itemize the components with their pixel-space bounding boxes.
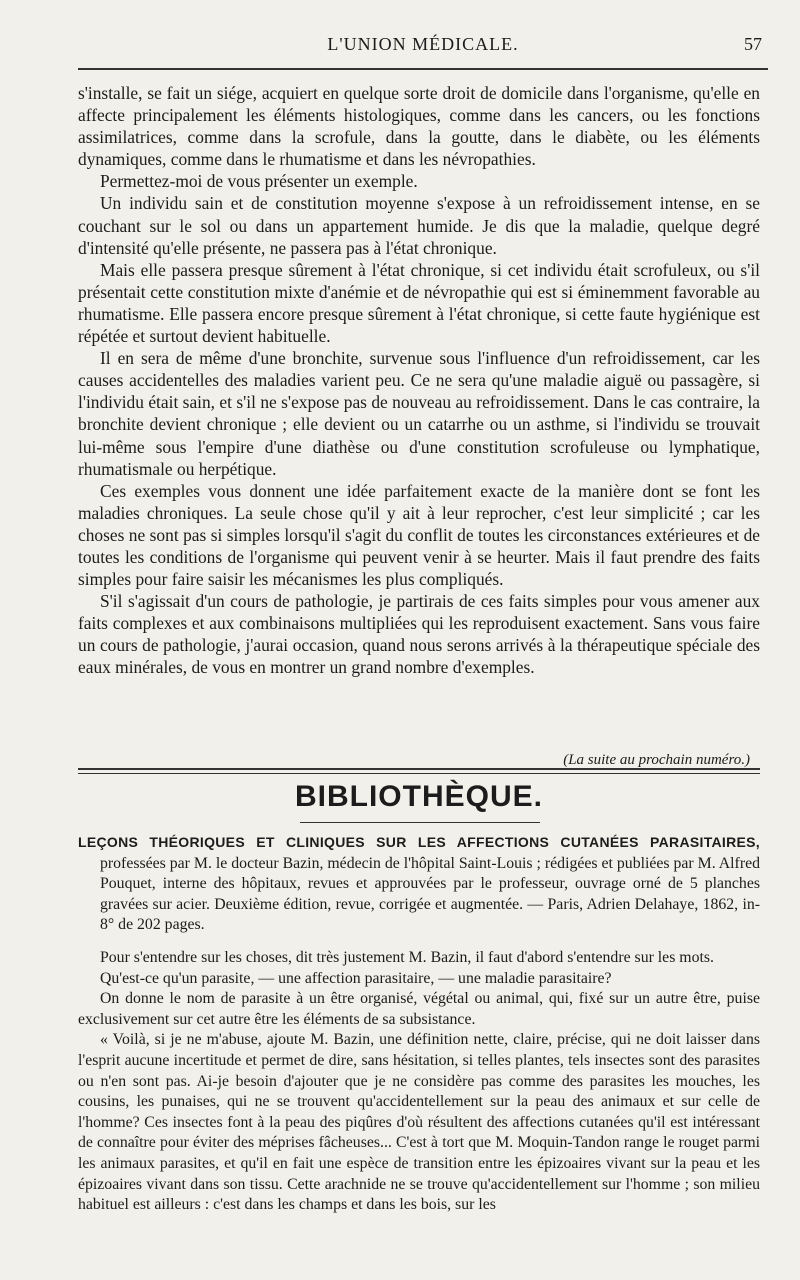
paragraph: Permettez-moi de vous présenter un exemple.: [100, 171, 418, 192]
continuation-note: (La suite au prochain numéro.): [563, 752, 750, 768]
book-reference: [78, 832, 760, 936]
paragraph: s'installe, se fait un siége, acquiert en quelque sorte droit de domicile dans l'organisme, qu'elle en affecte principalement les éléments histologiques, comme dans les cancers, ou les fonctions assimilatrices, comme dans la scrofule, dans la goutte, dans le diabète, ou les éléments dynamiques, comme dans le rhumatisme et dans les névropathies.: [78, 83, 760, 170]
section-rule: [78, 773, 760, 774]
paragraph: S'il s'agissait d'un cours de pathologie, je partirais de ces faits simples pour vous amener aux faits complexes et aux combinaisons multipliées qui les reproduisent exactement. Sans vous faire un cours de pathologie, j'aurai occasion, quand nous serons arrivés à la thérapeutique spéciale des eaux minérales, de vous en montrer un grand nombre d'exemples.: [78, 591, 760, 678]
header-rule: [78, 68, 768, 70]
paragraph: Ces exemples vous donnent une idée parfaitement exacte de la manière dont se font les maladies chroniques. La seule chose qu'il y ait à leur reprocher, c'est leur simplicité ; car les choses ne sont pas si simples lorsqu'il s'agit du conflit de toutes les circonstances extérieures et de toutes les conditions de l'organisme qui peuvent venir à se heurter. Mais il faut prendre des faits simples pour faire saisir les mécanismes les plus compliqués.: [78, 480, 760, 590]
paragraph: « Voilà, si je ne m'abuse, ajoute M. Bazin, une définition nette, claire, précise, qui ne doit laisser dans l'esprit aucune incertitude et permet de dire, sans hésitation, si telles plantes, tels insectes sont des parasites ou n'en sont pas. Ai-je besoin d'ajouter que je ne considère pas comme des parasites les mouches, les cousins, les punaises, qui ne se trouvent qu'accidentellement sur la peau des animaux et sur celle de l'homme? Ces insectes font à la peau des piqûres d'où résultent des affections cutanées qu'il est intéressant de connaître pour éviter des méprises fâcheuses... C'est à tort que M. Moquin-Tandon range le rouget parmi les animaux parasites, et qu'il en fait une espèce de transition entre les épizoaires vivant sur la peau et les épizoaires vivant dans son tissu. Cette arachnide ne se trouve qu'accidentellement sur l'homme ; son milieu habituel est ailleurs : c'est dans les champs et dans les bois, sur les: [78, 1031, 760, 1214]
page-number: 57: [744, 34, 762, 54]
paragraph: Pour s'entendre sur les choses, dit très justement M. Bazin, il faut d'abord s'entendre sur les mots.: [100, 948, 714, 966]
paragraph: Qu'est-ce qu'un parasite, — une affection parasitaire, — une maladie parasitaire?: [100, 969, 612, 987]
section-title: BIBLIOTHÈQUE.: [294, 780, 543, 813]
paragraph: On donne le nom de parasite à un être organisé, végétal ou animal, qui, fixé sur un autre être, puise exclusivement sur cet autre être les éléments de sa subsistance.: [78, 990, 760, 1028]
running-head: [78, 34, 768, 60]
paragraph: Mais elle passera presque sûrement à l'état chronique, si cet individu était scrofuleux, ou s'il présentait cette constitution mixte d'anémie et de névropathie qui est si éminemment favorable au rhumatisme. Elle passera encore presque sûrement à l'état chronique, si cette faute hygiénique est répétée et surtout devient habituelle.: [78, 259, 760, 347]
paragraph: Il en sera de même d'une bronchite, survenue sous l'influence d'un refroidissement, car les causes accidentelles des maladies varient peu. Ce ne sera qu'une maladie aiguë ou passagère, si l'individu était sain, et s'il ne s'expose pas de nouveau au refroidissement. Dans le cas contraire, la bronchite devient chronique ; elle devient ou un catarrhe ou un asthme, si l'individu se trouvait lui-même sous l'empire d'une diathèse ou d'une constitution scrofuleuse ou lymphatique, rhumatismale ou herpétique.: [78, 348, 760, 479]
paragraph: Un individu sain et de constitution moyenne s'expose à un refroidissement intense, en se couchant sur le sol ou dans un appartement humide. Je dis que la maladie, quelque degré d'intensité qu'elle présente, ne passera pas à l'état chronique.: [78, 193, 760, 258]
section-rule: [78, 768, 760, 770]
title-underline: [300, 822, 540, 823]
running-title: L'UNION MÉDICALE.: [327, 34, 519, 54]
lecture-text: [78, 82, 760, 679]
book-details: professées par M. le docteur Bazin, médecin de l'hôpital Saint-Louis ; rédigées et publiées par M. Alfred Pouquet, interne des hôpitaux, revues et approuvées par le professeur, ouvrage orné de 5 planches gravées sur acier. Deuxième édition, revue, corrigée et augmentée. — Paris, Adrien Delahaye, 1862, in-8° de 202 pages.: [100, 854, 760, 934]
book-review: [78, 832, 760, 1216]
book-title: LEÇONS THÉORIQUES ET CLINIQUES SUR LES AFFECTIONS CUTANÉES PARASITAIRES,: [78, 834, 760, 850]
